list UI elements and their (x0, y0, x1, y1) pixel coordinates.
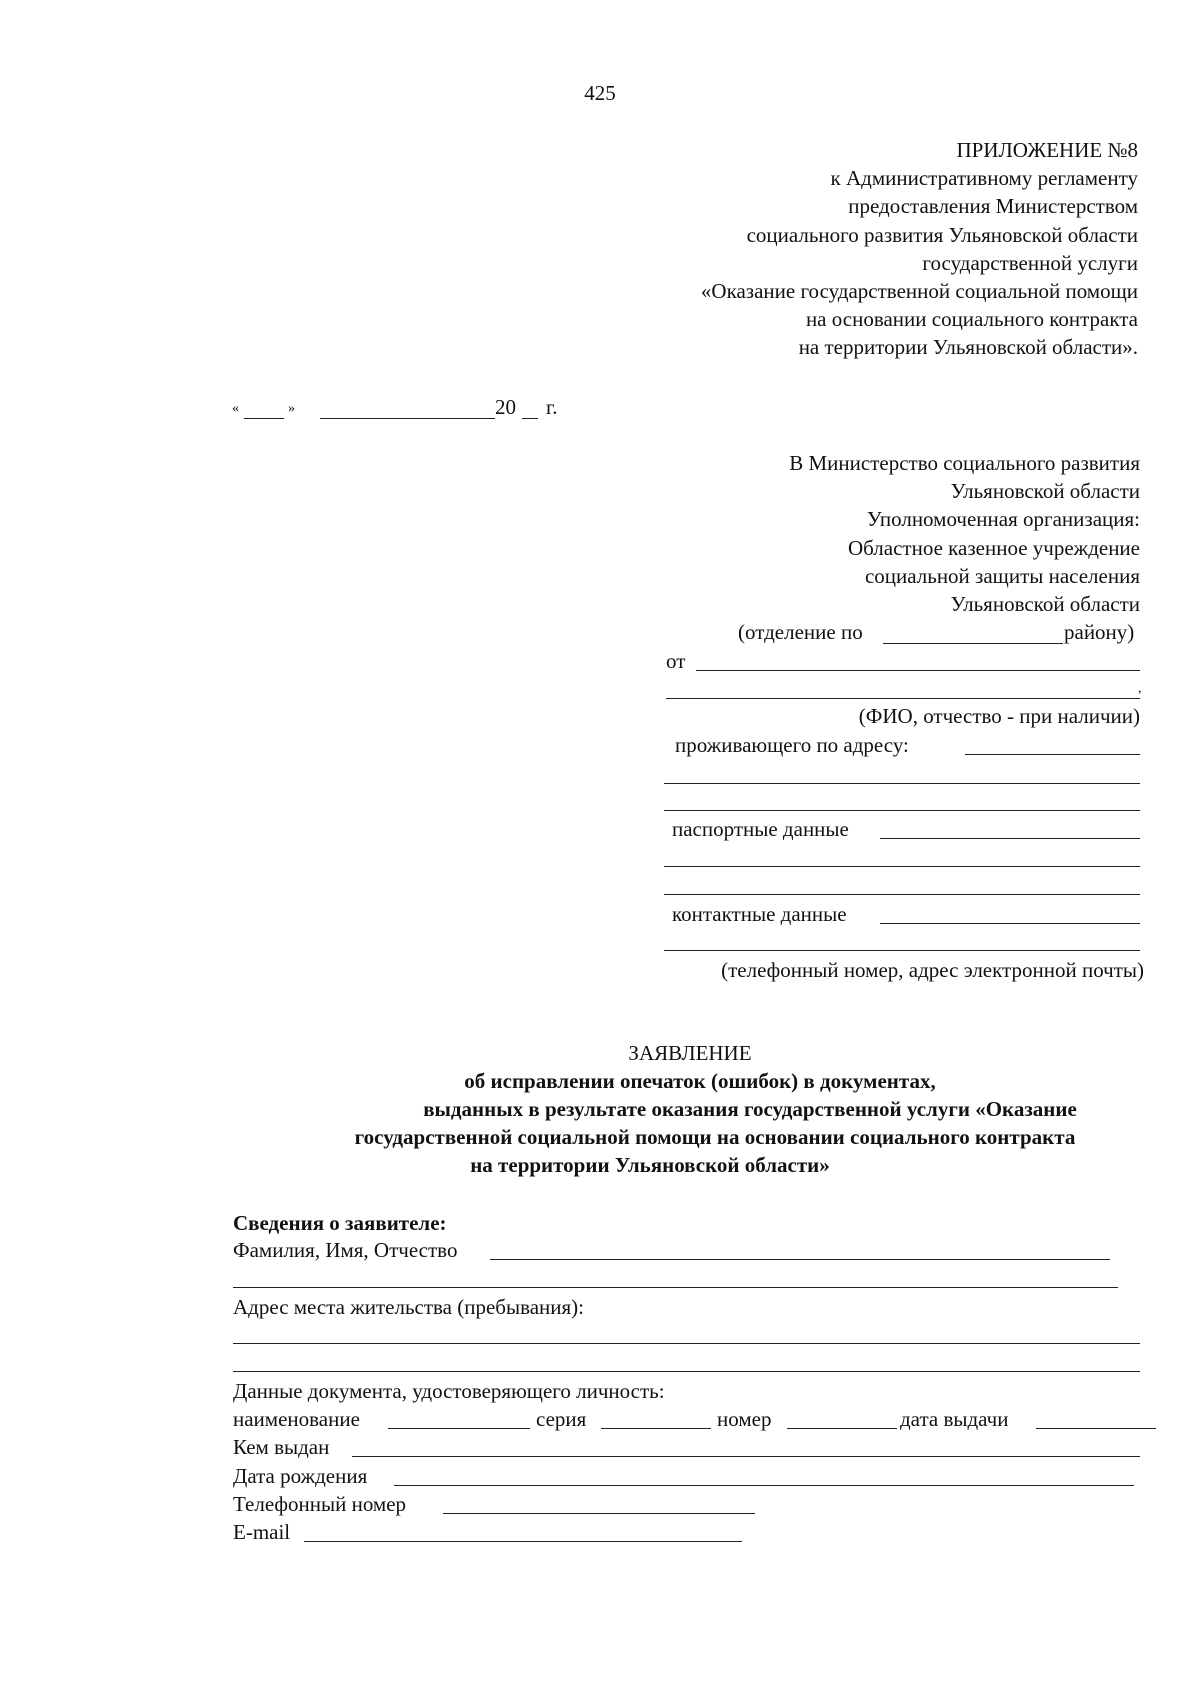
doc-issue-date-blank[interactable] (1036, 1428, 1156, 1429)
date-day-blank[interactable] (244, 418, 284, 419)
doc-name-label: наименование (233, 1407, 360, 1431)
statement-subtitle-line: государственной социальной помощи на основании социального контракта (354, 1125, 1076, 1149)
applicant-heading: Сведения о заявителе: (233, 1211, 447, 1235)
contacts-blank[interactable] (880, 923, 1140, 924)
residence-blank-2[interactable] (233, 1371, 1140, 1372)
addressee-line: Ульяновской области (950, 479, 1140, 503)
page-number: 425 (584, 81, 616, 105)
appendix-line: на территории Ульяновской области». (798, 335, 1138, 359)
appendix-line: социального развития Ульяновской области (746, 223, 1138, 247)
address-blank[interactable] (965, 754, 1140, 755)
statement-title: ЗАЯВЛЕНИЕ (628, 1041, 752, 1065)
residence-label: Адрес места жительства (пребывания): (233, 1295, 585, 1319)
appendix-line: «Оказание государственной социальной помощи (700, 279, 1138, 303)
passport-label: паспортные данные (672, 817, 849, 841)
phone-label: Телефонный номер (233, 1492, 407, 1516)
department-prefix: (отделение по (738, 620, 863, 644)
address-blank-3[interactable] (664, 810, 1140, 811)
issued-by-label: Кем выдан (233, 1435, 330, 1459)
date-year-suffix: г. (546, 395, 558, 419)
addressee-line: В Министерство социального развития (789, 451, 1140, 475)
address-blank-2[interactable] (664, 783, 1140, 784)
statement-subtitle-line: выданных в результате оказания государственной услуги «Оказание (423, 1097, 1077, 1121)
appendix-line: предоставления Министерством (848, 194, 1138, 218)
passport-blank[interactable] (880, 838, 1140, 839)
addressee-line: Ульяновской области (950, 592, 1140, 616)
addressee-line: Областное казенное учреждение (847, 536, 1140, 560)
email-label: E-mail (233, 1520, 291, 1544)
from-blank-2[interactable] (666, 698, 1140, 699)
doc-name-blank[interactable] (388, 1428, 530, 1429)
id-doc-label: Данные документа, удостоверяющего личность: (233, 1379, 665, 1403)
birth-date-blank[interactable] (394, 1485, 1134, 1486)
date-open-quote: « (232, 401, 239, 416)
doc-number-blank[interactable] (787, 1428, 897, 1429)
fio-label: Фамилия, Имя, Отчество (233, 1238, 458, 1262)
statement-subtitle-line: об исправлении опечаток (ошибок) в документах, (464, 1069, 936, 1093)
appendix-line: на основании социального контракта (805, 307, 1138, 331)
address-label: проживающего по адресу: (675, 733, 909, 757)
doc-issue-date-label: дата выдачи (900, 1407, 1009, 1431)
addressee-line: социальной защиты населения (864, 564, 1140, 588)
passport-blank-3[interactable] (664, 894, 1140, 895)
department-suffix: району) (1064, 620, 1135, 644)
phone-blank[interactable] (443, 1513, 755, 1514)
issued-by-blank[interactable] (352, 1456, 1140, 1457)
from-blank[interactable] (696, 670, 1140, 671)
fio-blank[interactable] (490, 1259, 1110, 1260)
department-blank[interactable] (883, 643, 1063, 644)
contacts-caption: (телефонный номер, адрес электронной почты) (721, 958, 1144, 982)
doc-series-blank[interactable] (601, 1428, 711, 1429)
appendix-line: государственной услуги (922, 251, 1138, 275)
date-year-prefix: 20 (495, 395, 516, 419)
statement-subtitle-line: на территории Ульяновской области» (470, 1153, 830, 1177)
doc-series-label: серия (536, 1407, 587, 1431)
fio-caption: (ФИО, отчество - при наличии) (858, 704, 1140, 728)
date-close-quote: » (288, 401, 295, 416)
residence-blank[interactable] (233, 1343, 1140, 1344)
birth-date-label: Дата рождения (233, 1464, 368, 1488)
from-label: от (666, 649, 686, 673)
contacts-label: контактные данные (672, 902, 847, 926)
doc-number-label: номер (717, 1407, 772, 1431)
date-month-blank[interactable] (320, 418, 495, 419)
from-comma: , (1138, 681, 1142, 696)
appendix-line: к Административному регламенту (830, 166, 1138, 190)
fio-blank-2[interactable] (233, 1287, 1118, 1288)
contacts-blank-2[interactable] (664, 950, 1140, 951)
passport-blank-2[interactable] (664, 866, 1140, 867)
addressee-line: Уполномоченная организация: (866, 507, 1140, 531)
appendix-title: ПРИЛОЖЕНИЕ №8 (956, 138, 1138, 162)
date-year-blank[interactable] (522, 418, 538, 419)
email-blank[interactable] (304, 1541, 742, 1542)
